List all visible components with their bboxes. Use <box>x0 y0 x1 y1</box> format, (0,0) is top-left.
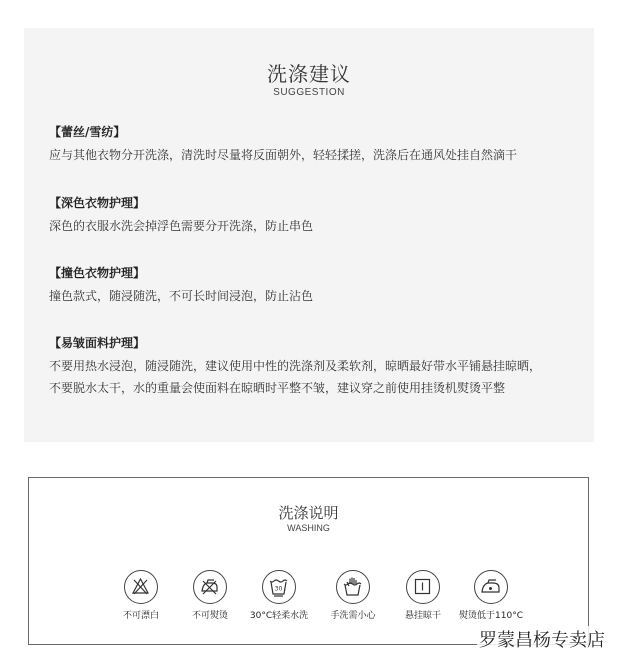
care-label: 手洗需小心 <box>330 611 376 621</box>
care-label: 熨烫低于110°C <box>459 611 523 621</box>
section-text: 应与其他衣物分开洗涤，清洗时尽量将反面朝外，轻轻揉搓，洗涤后在通风处挂自然滴干 <box>49 148 518 162</box>
suggestion-subtitle: SUGGESTION <box>273 87 345 98</box>
suggestion-panel <box>24 28 594 442</box>
hand-wash-icon <box>336 570 370 604</box>
svg-text:30: 30 <box>274 585 283 593</box>
section-heading: 【易皱面料护理】 <box>49 336 146 350</box>
care-item-iron-low <box>451 570 531 621</box>
section-text: 撞色款式，随浸随洗，不可长时间浸泡，防止沾色 <box>49 289 314 303</box>
section-contrast-color <box>49 265 589 307</box>
section-heading: 【深色衣物护理】 <box>49 196 146 210</box>
section-text: 不要脱水太干，水的重量会使面料在晾晒时平整不皱，建议穿之前使用挂烫机熨烫平整 <box>49 381 506 395</box>
store-watermark: 罗蒙昌杨专卖店 <box>477 626 607 652</box>
washing-instructions-box <box>28 477 589 645</box>
section-heading: 【撞色衣物护理】 <box>49 266 146 280</box>
section-text: 不要用热水浸泡，随浸随洗，建议使用中性的洗涤剂及柔软剂，晾晒最好带水平铺悬挂晾晒， <box>49 359 542 373</box>
section-dark-clothes <box>49 195 589 237</box>
care-item-no-iron <box>170 570 250 621</box>
care-label: 悬挂晾干 <box>404 611 441 621</box>
no-bleach-icon <box>124 570 158 604</box>
care-label: 不可漂白 <box>122 611 159 621</box>
care-label: 30°C轻柔水洗 <box>249 611 309 621</box>
wash-30-icon <box>262 570 296 604</box>
hang-dry-icon <box>406 570 440 604</box>
suggestion-title: 洗涤建议 <box>267 62 351 86</box>
washing-subtitle: WASHING <box>287 523 330 533</box>
care-item-no-bleach <box>101 570 181 621</box>
section-lace-chiffon <box>49 124 589 166</box>
care-label: 不可熨烫 <box>191 611 228 621</box>
no-iron-icon <box>193 570 227 604</box>
care-item-wash-30 <box>239 570 319 621</box>
section-heading: 【蕾丝/雪纺】 <box>49 125 126 139</box>
iron-low-icon <box>474 570 508 604</box>
section-wrinkle-prone <box>49 335 589 399</box>
washing-title: 洗涤说明 <box>278 504 339 522</box>
section-text: 深色的衣服水洗会掉浮色需要分开洗涤，防止串色 <box>49 219 314 233</box>
care-item-hand-wash <box>313 570 393 621</box>
